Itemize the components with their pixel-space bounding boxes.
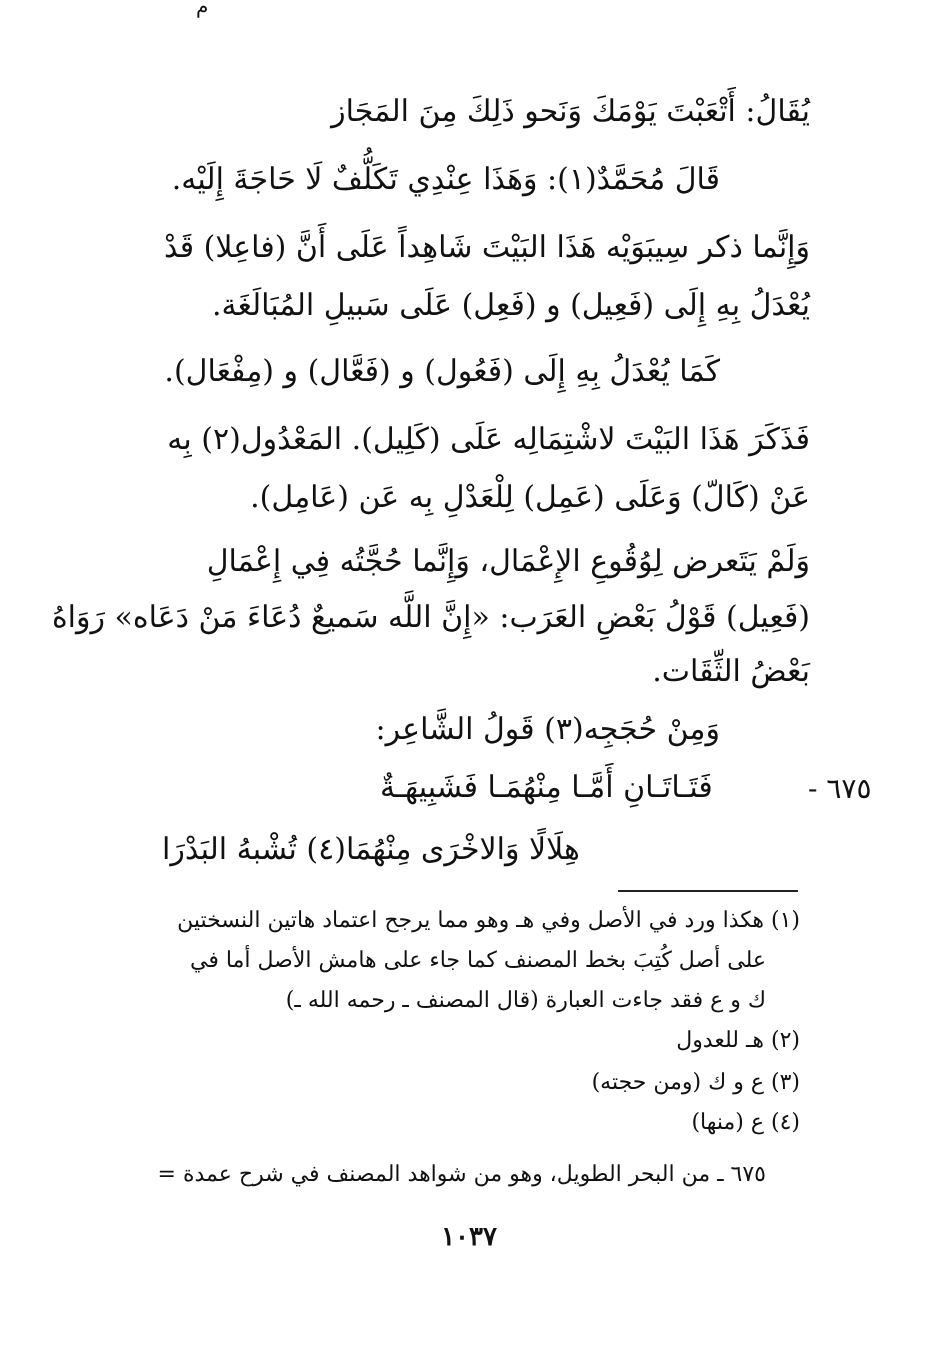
footnote-1-line-1: (١) هكذا ورد في الأصل وفي هـ وهو مما يرجح اعتماد هاتين النسختين: [177, 908, 800, 933]
corner-mark: م: [196, 0, 209, 18]
page-number: ١٠٣٧: [441, 1222, 497, 1252]
footnote-divider: [618, 890, 798, 892]
footnote-verse-source: ٦٧٥ ـ من البحر الطويل، وهو من شواهد المصنف في شرح عمدة =: [157, 1162, 766, 1187]
footnote-1-line-3: ك و ع فقد جاءت العبارة (قال المصنف ـ رحمه الله ـ): [285, 988, 766, 1013]
text-line: قَالَ مُحَمَّدٌ(١): وَهَذَا عِنْدِي تَكَلُّفٌ لَا حَاجَةَ إِلَيْه.: [171, 162, 720, 197]
text-line: بَعْضُ الثِّقَات.: [652, 654, 810, 689]
footnote-1-line-2: على أصل كُتِبَ بخط المصنف كما جاء على هامش الأصل أما في: [190, 948, 766, 973]
text-line: وَمِنْ حُجَجِه(٣) قَولُ الشَّاعِر:: [375, 712, 720, 747]
verse-number: ٦٧٥ -: [808, 772, 872, 805]
text-line: يُعْدَلُ بِهِ إِلَى (فَعِيل) و (فَعِل) عَلَى سَبيلِ المُبَالَغَة.: [211, 288, 810, 323]
text-line: وَلَمْ يَتَعرض لِوُقُوعِ الإِعْمَال، وَإِنَّما حُجَّتُه فِي إِعْمَالِ: [206, 544, 810, 579]
text-line: (فَعِيل) قَوْلُ بَعْضِ العَرَب: «إِنَّ اللَّه سَميعٌ دُعَاءَ مَنْ دَعَاه» رَوَاهُ: [51, 600, 810, 635]
verse-second-hemistich: هِلَالًا وَالاخْرَى مِنْهُمَا(٤) تُشْبهُ البَدْرَا: [162, 832, 580, 867]
text-line: عَنْ (كَالّ) وَعَلَى (عَمِل) لِلْعَدْلِ بِه عَن (عَامِل).: [250, 480, 810, 515]
text-line: فَذَكَرَ هَذَا البَيْتَ لاشْتِمَالِه عَلَى (كَلِيل). المَعْدُول(٢) بِه: [167, 422, 810, 457]
footnote-4: (٤) ع (منها): [691, 1110, 800, 1135]
verse-first-hemistich: فَتَـاتَـانِ أَمَّـا مِنْهُمَـا فَشَبِيهَـةٌ: [380, 770, 713, 805]
footnote-2: (٢) هـ للعدول: [676, 1028, 800, 1053]
text-line: يُقَالُ: أَتْعَبْتَ يَوْمَكَ وَنَحو ذَلِكَ مِنَ المَجَاز: [331, 94, 810, 129]
text-line: كَمَا يُعْدَلُ بِهِ إِلَى (فَعُول) و (فَعَّال) و (مِفْعَال).: [164, 354, 720, 389]
text-line: وَإِنَّما ذكر سِيبَوَيْه هَذَا البَيْتَ شَاهِداً عَلَى أَنَّ (فاعِلا) قَدْ: [164, 230, 810, 265]
footnote-3: (٣) ع و ك (ومن حجته): [591, 1070, 800, 1095]
